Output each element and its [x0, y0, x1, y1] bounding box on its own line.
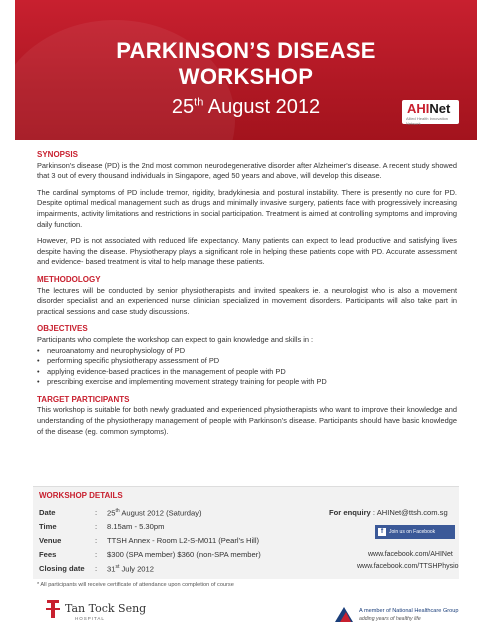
ttsh-subtitle: HOSPITAL: [75, 616, 105, 621]
closing-day-value: 31: [107, 564, 116, 574]
facebook-button-label: Join us on Facebook: [389, 529, 436, 535]
main-content: [37, 150, 457, 443]
synopsis-paragraph: The cardinal symptoms of PD include tremor, rigidity, bradykinesia and postural instability. There is presently no cure for PD. Despite optimal medical management such as drugs and minimally invasive surgery, patients face with progressively increasing impairments, activity limitations and restrictions in social participation. Treatment is aimed at controlling symptoms and improving daily function.: [37, 187, 457, 229]
objective-item: • applying evidence-based practices in the management of people with PD: [37, 367, 457, 378]
methodology-text: The lectures will be conducted by senior physiotherapists and invited speakers ie. a neurologist who is also a movement disorder specialist and an experienced nurse clinician specialized in movement disorders. Participants will also take part in practical sessions and case study discussions.: [37, 285, 457, 316]
ttsh-name: Tan Tock Seng: [65, 602, 147, 615]
facebook-url-ahinet[interactable]: www.facebook.com/AHINet: [368, 551, 453, 558]
date-suffix: th: [194, 96, 204, 109]
facebook-icon: f: [378, 528, 386, 536]
closing-rest-value: July 2012: [119, 564, 154, 574]
details-label: Closing date: [39, 564, 85, 573]
facebook-join-button[interactable]: [375, 525, 455, 539]
details-value: $300 (SPA member) $360 (non-SPA member): [107, 550, 261, 559]
details-value: TTSH Annex - Room L2-S-M011 (Pearl’s Hill): [107, 536, 260, 545]
details-value: [107, 564, 154, 574]
details-heading: WORKSHOP DETAILS: [39, 491, 123, 500]
date-day: 25: [171, 96, 195, 118]
objective-item: • prescribing exercise and implementing movement strategy training for people with PD: [37, 377, 457, 388]
objective-item: • performing specific physiotherapy assessment of PD: [37, 356, 457, 367]
details-label: Date: [39, 508, 56, 517]
title-line-2: WORKSHOP: [178, 64, 314, 89]
ahinet-logo-text: [407, 101, 450, 116]
date-suffix-value: th: [115, 508, 120, 514]
title-line-1: PARKINSON’S DISEASE: [116, 38, 376, 63]
methodology-heading: METHODOLOGY: [37, 274, 101, 284]
closing-suffix-value: st: [115, 564, 120, 570]
date-day-value: 25: [107, 508, 116, 518]
ahinet-tagline: Allied Health Innovation Network: [406, 116, 449, 126]
workshop-details-box: [33, 486, 459, 579]
objectives-intro: Participants who complete the workshop can expect to gain knowledge and skills in :: [37, 334, 314, 344]
nhg-member-line: A member of National Healthcare Group: [359, 608, 459, 614]
header-banner: [15, 0, 477, 140]
details-colon: :: [95, 522, 98, 531]
synopsis-heading: SYNOPSIS: [37, 150, 78, 159]
certificate-footnote: * All participants will receive certificate of attendance upon completion of course: [37, 582, 234, 588]
enquiry-email[interactable]: : AHINet@ttsh.com.sg: [370, 508, 448, 517]
ttsh-logo: [45, 598, 165, 628]
facebook-url-ttshphysio[interactable]: www.facebook.com/TTSHPhysio: [357, 563, 459, 570]
enquiry: [329, 508, 448, 517]
details-label: Venue: [39, 536, 62, 545]
ahinet-logo: [402, 100, 459, 124]
synopsis-paragraph: Parkinson's disease (PD) is the 2nd most common neurodegenerative disorder after Alzheimer's disease. A recent study showed that 3 out of every thousand individuals in Singapore, aged 50 years and above, will develop this disease.: [37, 160, 457, 181]
target-heading: TARGET PARTICIPANTS: [37, 394, 130, 404]
details-label: Time: [39, 522, 57, 531]
logo-net: Net: [429, 101, 451, 116]
objective-item: • neuroanatomy and neurophysiology of PD: [37, 346, 457, 357]
objectives-heading: OBJECTIVES: [37, 324, 88, 334]
target-text: This workshop is suitable for both newly graduated and experienced physiotherapists who want to improve their knowledge and understanding of the physiotherapy management of people with Parkinson’s disease. Participants should have basic knowledge of the disease (eg. common symptoms).: [37, 405, 457, 436]
ttsh-emblem-icon: [45, 598, 61, 620]
details-label: Fees: [39, 550, 57, 559]
logo-ahi: AHI: [407, 101, 430, 116]
objectives-list: [37, 346, 457, 388]
details-colon: :: [95, 508, 98, 517]
details-value: [107, 508, 202, 518]
synopsis-paragraph: However, PD is not associated with reduced life expectancy. Many patients can expect to lead productive and satisfying lives despite having the disease. Physiotherapy plays a significant role in helping these patients cope with PD. Accurate assessment and evidence- based treatment is vital to help manage these patients.: [37, 236, 457, 267]
date-rest-value: August 2012 (Saturday): [119, 508, 202, 518]
details-colon: :: [95, 536, 98, 545]
nhg-emblem-icon: [333, 604, 355, 626]
details-value: 8.15am - 5.30pm: [107, 522, 165, 531]
enquiry-label: For enquiry: [329, 508, 371, 517]
flyer-page: [15, 0, 477, 640]
nhg-logo: [333, 604, 473, 630]
details-colon: :: [95, 564, 98, 573]
nhg-tagline: adding years of healthy life: [359, 616, 421, 622]
date-month-year: August 2012: [203, 96, 321, 118]
details-colon: :: [95, 550, 98, 559]
